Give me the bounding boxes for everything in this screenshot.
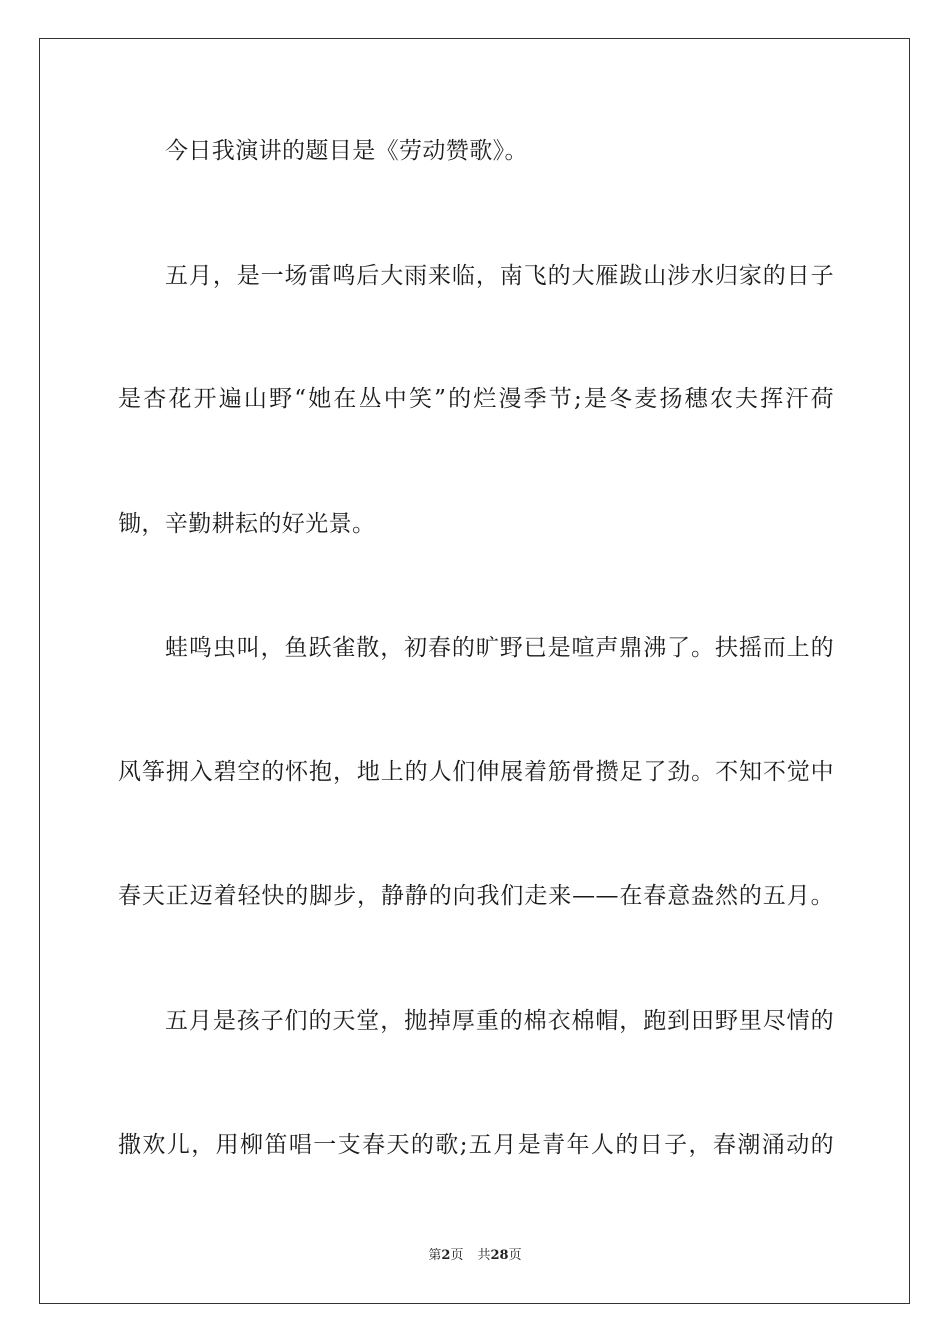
footer-total-prefix: 共 <box>477 1248 491 1263</box>
footer-page-number: 2 <box>441 1248 451 1263</box>
paragraph-line-5: 蛙鸣虫叫，鱼跃雀散，初春的旷野已是喧声鼎沸了。扶摇而上的 <box>165 635 834 661</box>
paragraph-line-2: 五月，是一场雷鸣后大雨来临，南飞的大雁跋山涉水归家的日子 <box>165 263 834 289</box>
page-border <box>39 38 910 1304</box>
paragraph-line-1: 今日我演讲的题目是《劳动赞歌》。 <box>165 138 528 164</box>
footer-total-pages: 28 <box>490 1248 509 1263</box>
paragraph-line-6: 风筝拥入碧空的怀抱，地上的人们伸展着筋骨攒足了劲。不知不觉中 <box>118 759 834 785</box>
page-footer <box>0 1247 950 1265</box>
footer-page-prefix: 第 <box>428 1248 442 1263</box>
paragraph-line-3: 是杏花开遍山野“她在丛中笑”的烂漫季节;是冬麦扬穗农夫挥汗荷 <box>118 386 834 412</box>
paragraph-line-4: 锄，辛勤耕耘的好光景。 <box>118 511 376 537</box>
footer-page-suffix: 页 <box>450 1248 464 1263</box>
paragraph-line-8: 五月是孩子们的天堂，抛掉厚重的棉衣棉帽，跑到田野里尽情的 <box>165 1008 834 1034</box>
footer-total-suffix: 页 <box>508 1248 522 1263</box>
paragraph-line-7: 春天正迈着轻快的脚步，静静的向我们走来——在春意盎然的五月。 <box>118 883 834 909</box>
paragraph-line-9: 撒欢儿，用柳笛唱一支春天的歌;五月是青年人的日子，春潮涌动的 <box>118 1132 834 1158</box>
